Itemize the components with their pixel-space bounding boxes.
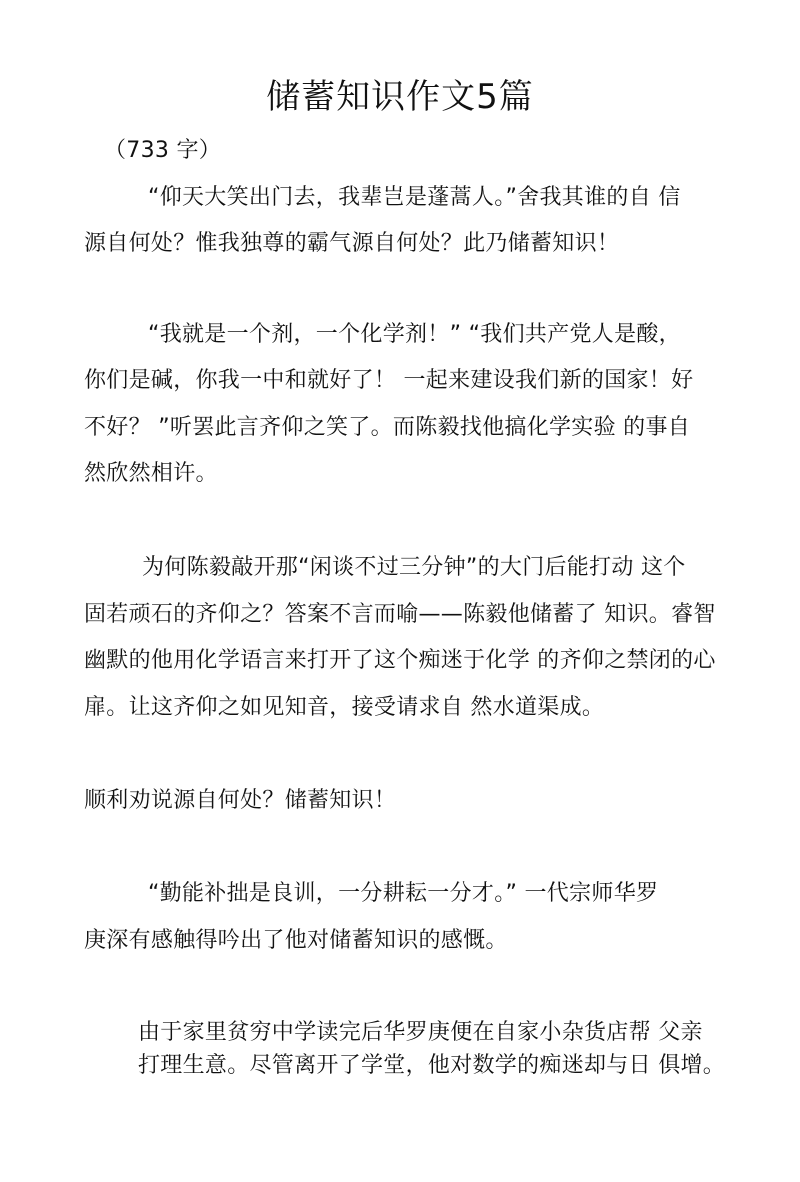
text-line: 扉。让这齐仰之如见知音，接受请求自 然水道渠成。 xyxy=(84,695,605,720)
text-line: 不好？ ”听罢此言齐仰之笑了。而陈毅找他搞化学实验 的事自 xyxy=(84,415,691,440)
text-line: “勤能补拙是良训，一分耕耘一分才。” 一代宗师华罗 xyxy=(148,881,659,906)
text-line: 由于家里贫穷中学读完后华罗庚便在自家小杂货店帮 父亲 xyxy=(138,1020,703,1045)
text-line: 为何陈毅敲开那“闲谈不过三分钟”的大门后能打动 这个 xyxy=(142,555,686,580)
text-line: 固若顽石的齐仰之？答案不言而喻——陈毅他储蓄了 知识。睿智 xyxy=(84,602,716,627)
word-count: （733 字） xyxy=(104,138,222,163)
text-line: 打理生意。尽管离开了学堂，他对数学的痴迷却与日 俱增。 xyxy=(138,1053,726,1078)
text-line: “我就是一个剂，一个化学剂！” “我们共产党人是酸， xyxy=(148,322,681,347)
text-line: 你们是碱，你我一中和就好了！ 一起来建设我们新的国家！好 xyxy=(84,368,694,393)
text-line: 源自何处？惟我独尊的霸气源自何处？此乃储蓄知识！ xyxy=(84,231,620,256)
text-line: 顺利劝说源自何处？储蓄知识！ xyxy=(84,788,397,813)
text-line: 幽默的他用化学语言来打开了这个痴迷于化学 的齐仰之禁闭的心 xyxy=(84,648,716,673)
text-line: “仰天大笑出门去，我辈岂是蓬蒿人。”舍我其谁的自 信 xyxy=(148,185,681,210)
text-line: 然欣然相许。 xyxy=(84,461,218,486)
text-line: 庚深有感触得吟出了他对储蓄知识的感慨。 xyxy=(84,928,508,953)
document-title: 储蓄知识作文5篇 xyxy=(266,77,534,117)
